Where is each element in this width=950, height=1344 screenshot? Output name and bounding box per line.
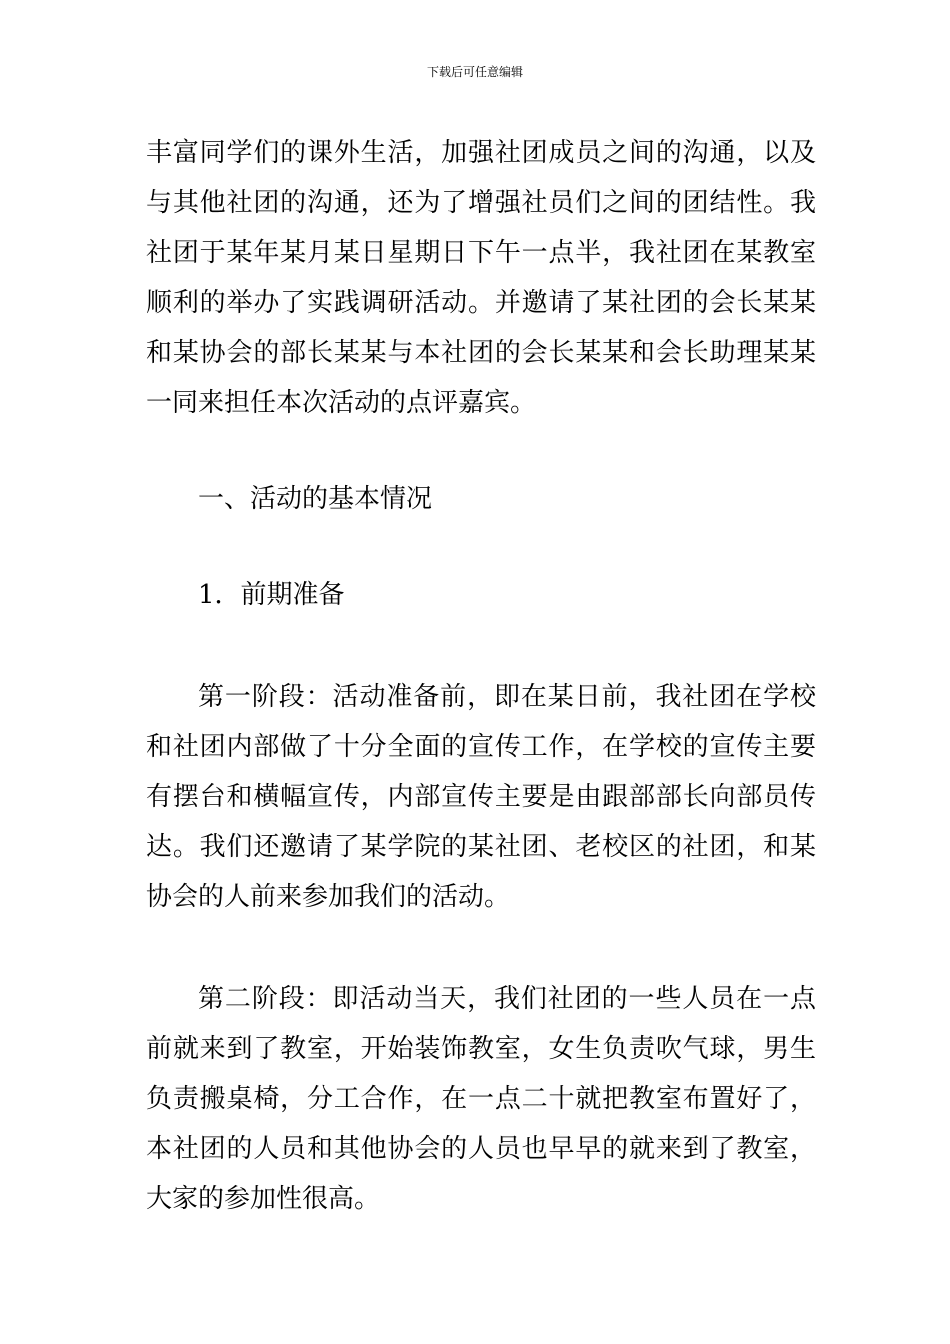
section-heading: 一、活动的基本情况 bbox=[198, 484, 433, 514]
stage-one-paragraph: 第一阶段：活动准备前，即在某日前，我社团在学校和社团内部做了十分全面的宣传工作，在学校的宣传主要有摆台和横幅宣传，内部宣传主要是由跟部部长向部员传达。我们还邀请了某学院的某社团、老校区的社团，和某协会的人前来参加我们的活动。 bbox=[146, 682, 816, 912]
page-header-note: 下载后可任意编辑 bbox=[426, 65, 523, 79]
intro-paragraph: 丰富同学们的课外生活，加强社团成员之间的沟通，以及与其他社团的沟通，还为了增强社员们之间的团结性。我社团于某年某月某日星期日下午一点半，我社团在某教室顺利的举办了实践调研活动。并邀请了某社团的会长某某和某协会的部长某某与本社团的会长某某和会长助理某某一同来担任本次活动的点评嘉宾。 bbox=[146, 138, 816, 418]
document-body bbox=[146, 128, 816, 1224]
subsection-heading: 1．前期准备 bbox=[198, 580, 345, 610]
stage-two-paragraph: 第二阶段：即活动当天，我们社团的一些人员在一点前就来到了教室，开始装饰教室，女生负责吹气球，男生负责搬桌椅，分工合作，在一点二十就把教室布置好了，本社团的人员和其他协会的人员也早早的就来到了教室，大家的参加性很高。 bbox=[146, 984, 816, 1214]
